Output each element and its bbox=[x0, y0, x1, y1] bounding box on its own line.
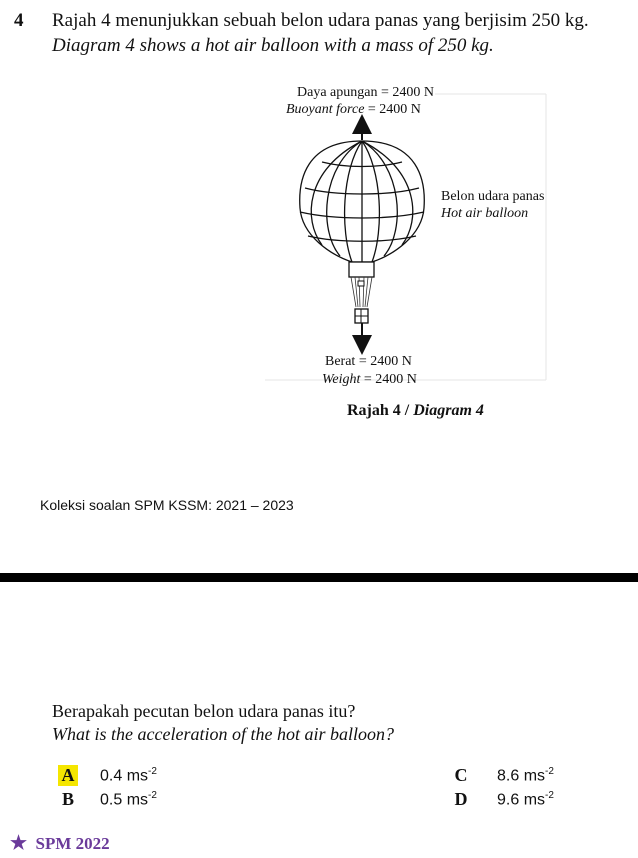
option-b-letter[interactable]: B bbox=[61, 789, 74, 809]
diagram-caption: Rajah 4 / Diagram 4 bbox=[347, 402, 484, 419]
option-c-value[interactable]: 8.6 $ms^{-2}$ bbox=[497, 766, 554, 785]
weight-label-malay: Berat = 2400 N bbox=[325, 354, 412, 369]
balloon-ropes bbox=[351, 277, 372, 307]
section-divider bbox=[0, 573, 638, 582]
option-d-value[interactable]: 9.6 $ms^{-2}$ bbox=[497, 790, 554, 809]
sub-question-malay: Berapakah pecutan belon udara panas itu? bbox=[52, 701, 356, 721]
question-number: 4 bbox=[14, 10, 24, 31]
option-d-letter[interactable]: D bbox=[454, 789, 468, 809]
buoyant-force-label-english: Buoyant force = 2400 N bbox=[286, 102, 421, 117]
balloon-label-english: Hot air balloon bbox=[441, 206, 529, 221]
option-b-value[interactable]: 0.5 $ms^{-2}$ bbox=[100, 790, 157, 809]
question-stem-english: Diagram 4 shows a hot air balloon with a mass of 250 kg. bbox=[52, 35, 494, 56]
balloon-skirt bbox=[349, 262, 374, 277]
option-a-letter[interactable]: A bbox=[58, 765, 78, 786]
star-icon: ★ bbox=[10, 833, 28, 854]
buoyant-force-label-malay: Daya apungan = 2400 N bbox=[297, 85, 434, 100]
exam-year-label: SPM 2022 bbox=[35, 834, 110, 853]
weight-label-english: Weight = 2400 N bbox=[322, 372, 417, 387]
balloon-envelope bbox=[300, 141, 425, 262]
collection-footer: Koleksi soalan SPM KSSM: 2021 – 2023 bbox=[40, 497, 294, 513]
option-c-letter[interactable]: C bbox=[454, 765, 468, 785]
sub-question-english: What is the acceleration of the hot air balloon? bbox=[52, 724, 394, 744]
exam-year-tag bbox=[10, 832, 110, 855]
option-a-value[interactable]: 0.4 $ms^{-2}$ bbox=[100, 766, 157, 785]
question-stem-malay: Rajah 4 menunjukkan sebuah belon udara panas yang berjisim 250 kg. bbox=[52, 10, 589, 31]
balloon-label-malay: Belon udara panas bbox=[441, 189, 545, 204]
